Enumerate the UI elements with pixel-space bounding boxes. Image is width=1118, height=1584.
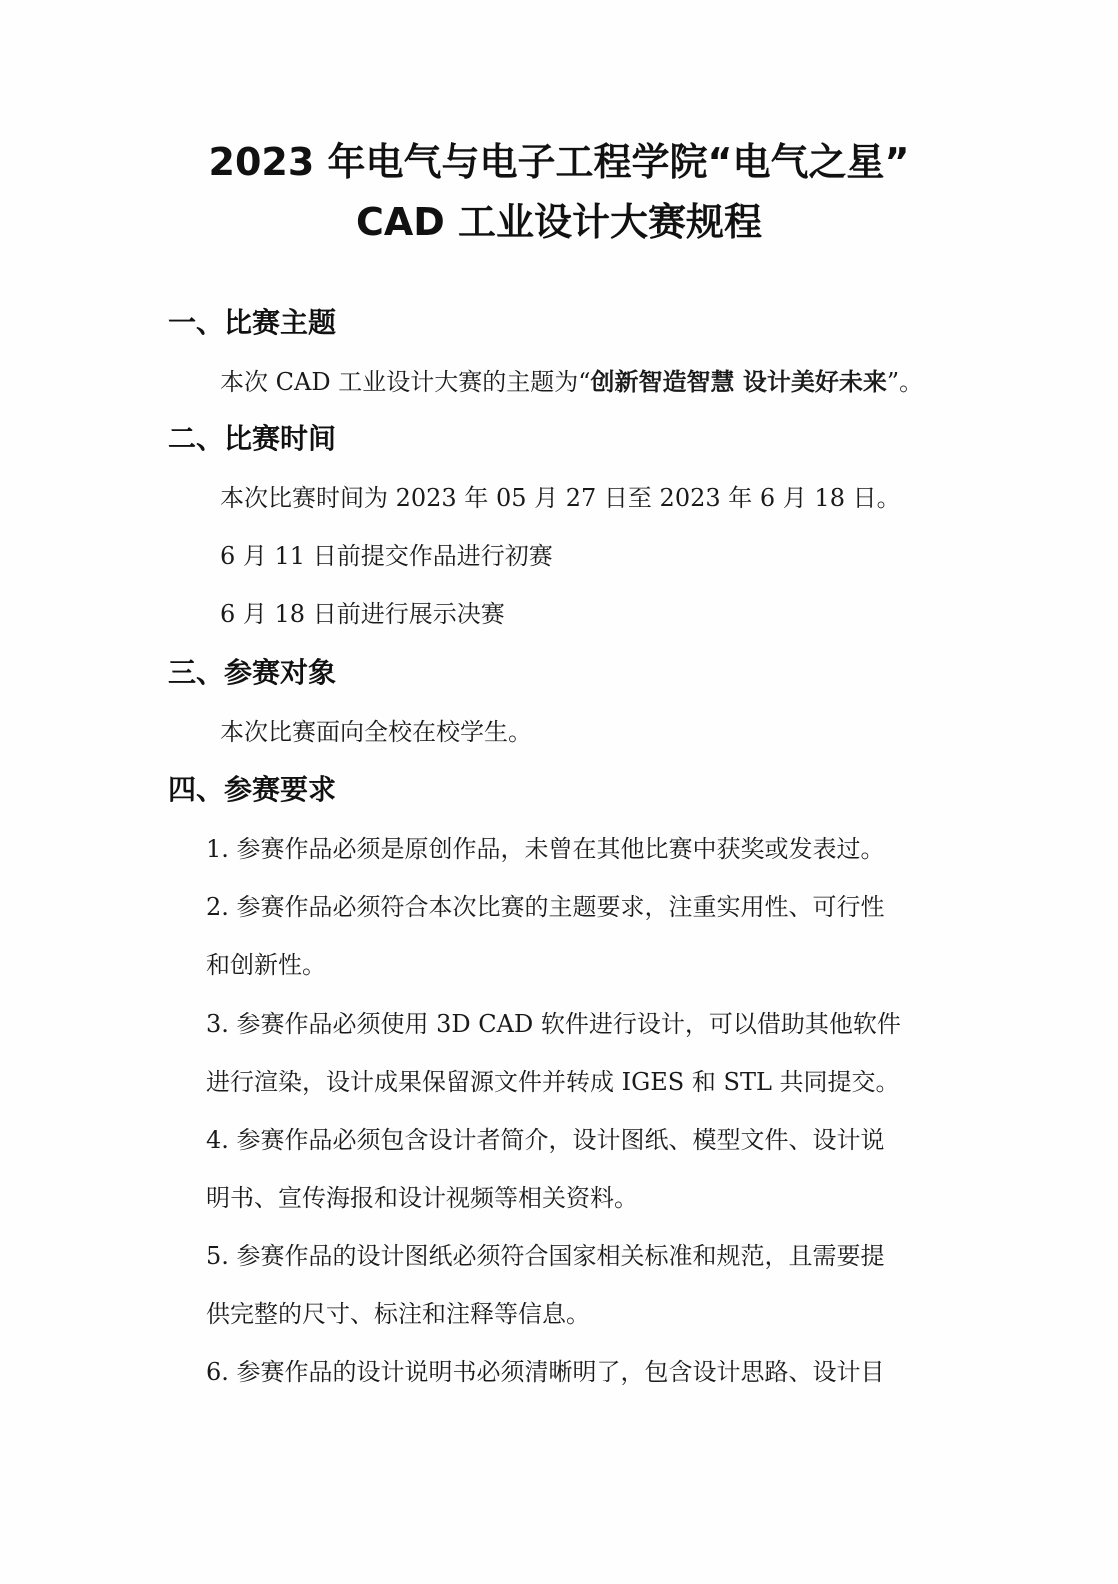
requirement-line: 进行渲染，设计成果保留源文件并转成 IGES 和 STL 共同提交。 bbox=[206, 1068, 900, 1096]
requirement-line: 3. 参赛作品必须使用 3D CAD 软件进行设计，可以借助其他软件 bbox=[206, 1010, 901, 1038]
time-line-1: 本次比赛时间为 2023 年 05 月 27 日至 2023 年 6 月 18 日。 bbox=[220, 484, 901, 512]
requirement-line: 供完整的尺寸、标注和注释等信息。 bbox=[206, 1300, 590, 1328]
theme-suffix: ”。 bbox=[886, 368, 924, 396]
time-line-2: 6 月 11 日前提交作品进行初赛 bbox=[220, 542, 553, 570]
section-heading-requirements: 四、参赛要求 bbox=[168, 773, 337, 806]
theme-paragraph bbox=[220, 366, 923, 398]
theme-prefix: 本次 CAD 工业设计大赛的主题为“ bbox=[220, 368, 591, 396]
section-heading-theme: 一、比赛主题 bbox=[168, 306, 337, 339]
participants-line: 本次比赛面向全校在校学生。 bbox=[220, 718, 532, 746]
theme-text: 创新智造智慧 设计美好未来 bbox=[590, 368, 887, 396]
document-title-line2: CAD 工业设计大赛规程 bbox=[355, 200, 763, 244]
document-title-line1: 2023 年电气与电子工程学院“电气之星” bbox=[208, 140, 910, 184]
requirement-line: 5. 参赛作品的设计图纸必须符合国家相关标准和规范，且需要提 bbox=[206, 1242, 885, 1270]
section-heading-time: 二、比赛时间 bbox=[168, 422, 337, 455]
requirement-line: 和创新性。 bbox=[206, 951, 326, 979]
requirement-line: 2. 参赛作品必须符合本次比赛的主题要求，注重实用性、可行性 bbox=[206, 893, 885, 921]
section-heading-participants: 三、参赛对象 bbox=[168, 656, 337, 689]
requirement-line: 明书、宣传海报和设计视频等相关资料。 bbox=[206, 1184, 638, 1212]
requirement-line: 4. 参赛作品必须包含设计者简介，设计图纸、模型文件、设计说 bbox=[206, 1126, 885, 1154]
requirement-line: 6. 参赛作品的设计说明书必须清晰明了，包含设计思路、设计目 bbox=[206, 1358, 885, 1386]
time-line-3: 6 月 18 日前进行展示决赛 bbox=[220, 600, 505, 628]
requirement-line: 1. 参赛作品必须是原创作品，未曾在其他比赛中获奖或发表过。 bbox=[206, 835, 885, 863]
